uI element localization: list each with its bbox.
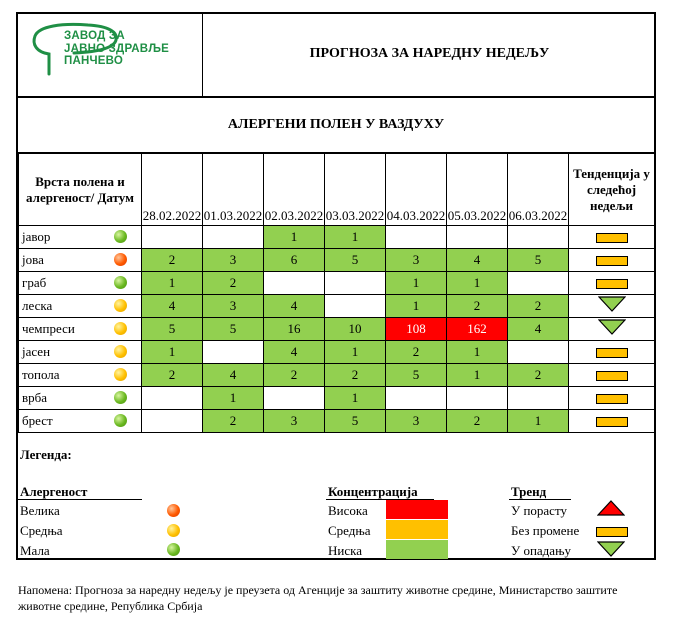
value-cell: 1 [447, 341, 508, 364]
table-row [19, 226, 655, 249]
pollen-name-cell [19, 318, 142, 341]
medium-allergenicity-dot-icon [114, 368, 127, 381]
value-cell: 1 [203, 387, 264, 410]
value-cell: 2 [142, 364, 203, 387]
value-cell: 4 [264, 341, 325, 364]
date-header: 03.03.2022 [325, 154, 386, 226]
bar-icon [596, 371, 628, 381]
value-cell [386, 387, 447, 410]
value-cell: 5 [142, 318, 203, 341]
table-row [19, 249, 655, 272]
footnote: Напомена: Прогноза за наредну недељу је преузета од Агенције за заштиту животне средине, Министарство заштите животне средине, Република Србија [18, 583, 618, 613]
legend-trend-item: Без промене [511, 523, 580, 538]
value-cell: 6 [264, 249, 325, 272]
pollen-name: јова [22, 252, 44, 267]
trend-cell [569, 341, 655, 364]
name-column-header: Врста полена и алергеност/ Датум [19, 154, 142, 226]
pollen-name: леска [22, 298, 53, 313]
value-cell: 3 [203, 295, 264, 318]
bar-icon [596, 233, 628, 243]
bar-icon [596, 279, 628, 289]
legend-trend-underline [509, 499, 571, 500]
table-header-row [19, 154, 655, 226]
bar-icon [596, 256, 628, 266]
value-cell: 1 [142, 272, 203, 295]
logo-line-1: ЗАВОД ЗА [64, 30, 125, 42]
low-allergenicity-dot-icon [114, 230, 127, 243]
legend-allergenicity-item: Мала [20, 543, 50, 558]
value-cell [508, 226, 569, 249]
value-cell: 4 [508, 318, 569, 341]
pollen-name-cell [19, 249, 142, 272]
high-allergenicity-dot-icon [167, 504, 180, 517]
value-cell [447, 387, 508, 410]
page-title: ПРОГНОЗА ЗА НАРЕДНУ НЕДЕЉУ [309, 46, 550, 61]
pollen-name: чемпреси [22, 321, 75, 336]
value-cell [142, 226, 203, 249]
value-cell [203, 226, 264, 249]
value-cell: 2 [386, 341, 447, 364]
pollen-name: јасен [22, 344, 51, 359]
trend-cell [569, 226, 655, 249]
value-cell: 2 [447, 295, 508, 318]
value-cell [508, 272, 569, 295]
value-cell: 2 [447, 410, 508, 433]
legend-allergenicity-heading: Алергеност [20, 484, 88, 499]
value-cell: 5 [325, 249, 386, 272]
legend-allergenicity-item: Велика [20, 503, 60, 518]
bar-icon [596, 523, 628, 541]
trend-cell [569, 295, 655, 318]
down-triangle-icon [597, 541, 625, 562]
down-triangle-icon [598, 296, 626, 312]
value-cell: 4 [203, 364, 264, 387]
legend-trend-heading: Тренд [511, 484, 547, 499]
value-cell: 1 [264, 226, 325, 249]
trend-cell [569, 249, 655, 272]
trend-cell [569, 272, 655, 295]
value-cell [142, 410, 203, 433]
logo-line-2: ЈАВНО ЗДРАВЉЕ [64, 42, 169, 55]
low-allergenicity-dot-icon [114, 391, 127, 404]
value-cell [264, 272, 325, 295]
pollen-name-cell [19, 272, 142, 295]
logo-line-3: ПАНЧЕВО [64, 55, 123, 67]
legend-allergenicity-underline [18, 499, 142, 500]
legend-concentration-heading: Концентрација [328, 484, 418, 499]
value-cell [447, 226, 508, 249]
pollen-name-cell [19, 387, 142, 410]
value-cell: 10 [325, 318, 386, 341]
table-row [19, 387, 655, 410]
table-row [19, 410, 655, 433]
low-concentration-swatch [386, 540, 448, 559]
date-header: 01.03.2022 [203, 154, 264, 226]
value-cell: 1 [325, 341, 386, 364]
table-row [19, 341, 655, 364]
legend-allergenicity-item: Средња [20, 523, 63, 538]
value-cell: 108 [386, 318, 447, 341]
legend-concentration-item: Ниска [328, 543, 363, 558]
medium-allergenicity-dot-icon [114, 299, 127, 312]
value-cell: 1 [447, 272, 508, 295]
trend-cell [569, 364, 655, 387]
value-cell: 5 [203, 318, 264, 341]
up-triangle-icon [597, 500, 625, 521]
table-row [19, 295, 655, 318]
value-cell [325, 272, 386, 295]
value-cell [386, 226, 447, 249]
value-cell: 2 [203, 410, 264, 433]
value-cell: 2 [508, 364, 569, 387]
pollen-name: граб [22, 275, 47, 290]
pollen-name: врба [22, 390, 48, 405]
value-cell: 5 [386, 364, 447, 387]
value-cell: 2 [264, 364, 325, 387]
date-header: 02.03.2022 [264, 154, 325, 226]
legend-title: Легенда: [20, 447, 72, 462]
low-allergenicity-dot-icon [114, 276, 127, 289]
pollen-name: топола [22, 367, 60, 382]
down-triangle-icon [598, 319, 626, 335]
medium-concentration-swatch [386, 520, 448, 539]
low-allergenicity-dot-icon [114, 414, 127, 427]
date-header: 06.03.2022 [508, 154, 569, 226]
value-cell: 16 [264, 318, 325, 341]
date-header: 04.03.2022 [386, 154, 447, 226]
value-cell: 2 [508, 295, 569, 318]
value-cell: 1 [386, 272, 447, 295]
value-cell [142, 387, 203, 410]
pollen-table [18, 153, 655, 433]
bar-icon [596, 394, 628, 404]
value-cell: 2 [142, 249, 203, 272]
value-cell [508, 387, 569, 410]
table-row [19, 364, 655, 387]
value-cell: 1 [386, 295, 447, 318]
value-cell: 3 [386, 249, 447, 272]
trend-column-header: Тенденција у следећој недељи [569, 154, 655, 226]
value-cell: 3 [203, 249, 264, 272]
value-cell: 1 [447, 364, 508, 387]
value-cell: 1 [325, 387, 386, 410]
medium-allergenicity-dot-icon [167, 524, 180, 537]
legend-concentration-item: Висока [328, 503, 368, 518]
value-cell: 4 [142, 295, 203, 318]
date-header: 05.03.2022 [447, 154, 508, 226]
value-cell: 162 [447, 318, 508, 341]
legend-trend-item: У опадању [511, 543, 571, 558]
high-allergenicity-dot-icon [114, 253, 127, 266]
value-cell [508, 341, 569, 364]
value-cell: 4 [447, 249, 508, 272]
pollen-name-cell [19, 341, 142, 364]
bar-icon [596, 348, 628, 358]
trend-cell [569, 318, 655, 341]
page-subtitle: АЛЕРГЕНИ ПОЛЕН У ВАЗДУХУ [227, 116, 445, 132]
table-row [19, 318, 655, 341]
value-cell: 3 [386, 410, 447, 433]
pollen-name-cell [19, 364, 142, 387]
value-cell [203, 341, 264, 364]
value-cell: 5 [325, 410, 386, 433]
bar-icon [596, 417, 628, 427]
value-cell: 1 [325, 226, 386, 249]
institute-logo [18, 14, 202, 96]
medium-allergenicity-dot-icon [114, 345, 127, 358]
medium-allergenicity-dot-icon [114, 322, 127, 335]
logo-text [64, 30, 169, 68]
legend-concentration-item: Средња [328, 523, 371, 538]
value-cell: 5 [508, 249, 569, 272]
trend-cell [569, 410, 655, 433]
pollen-name-cell [19, 226, 142, 249]
pollen-name-cell [19, 410, 142, 433]
low-allergenicity-dot-icon [167, 543, 180, 556]
value-cell: 2 [203, 272, 264, 295]
pollen-name-cell [19, 295, 142, 318]
value-cell [325, 295, 386, 318]
pollen-name: јавор [22, 229, 51, 244]
date-header: 28.02.2022 [142, 154, 203, 226]
value-cell [264, 387, 325, 410]
value-cell: 2 [325, 364, 386, 387]
value-cell: 1 [142, 341, 203, 364]
table-row [19, 272, 655, 295]
high-concentration-swatch [386, 500, 448, 519]
value-cell: 3 [264, 410, 325, 433]
value-cell: 1 [508, 410, 569, 433]
trend-cell [569, 387, 655, 410]
legend-trend-item: У порасту [511, 503, 567, 518]
value-cell: 4 [264, 295, 325, 318]
pollen-name: брест [22, 413, 53, 428]
